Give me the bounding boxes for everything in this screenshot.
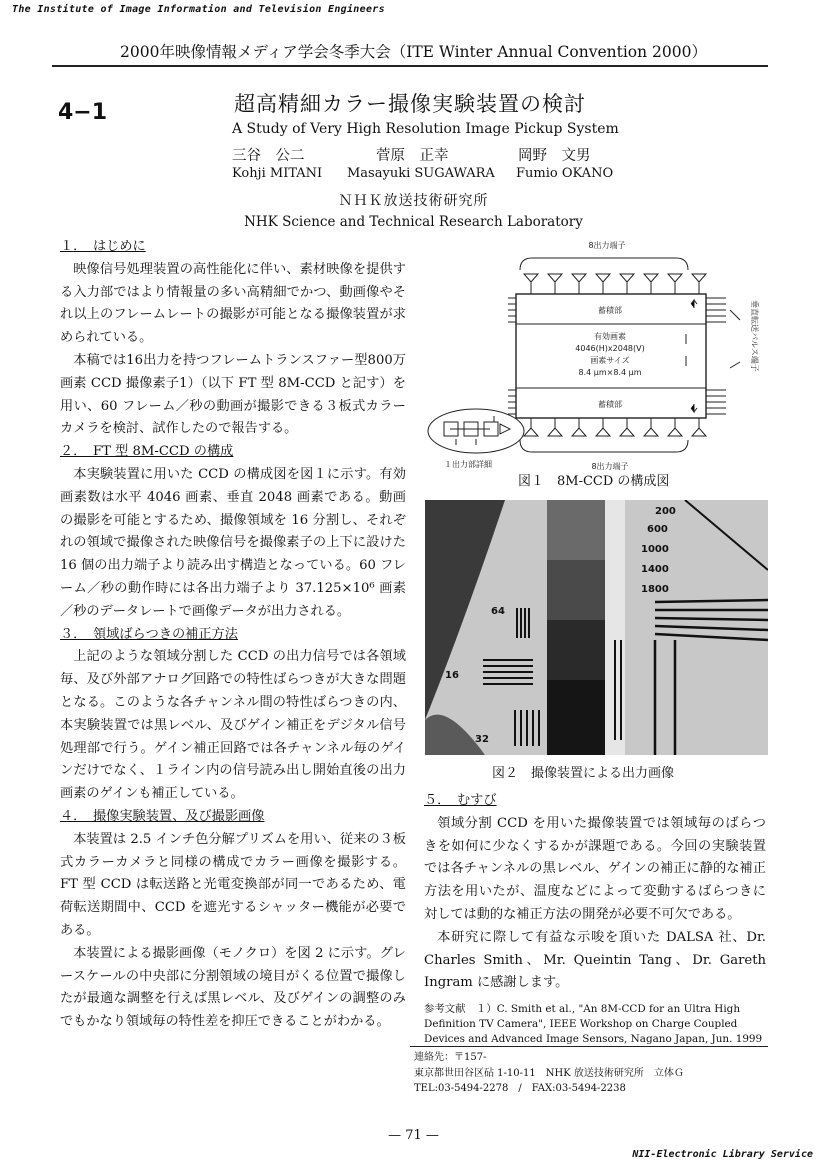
title-japanese: 超高精細カラー撮像実験装置の検討 bbox=[234, 92, 586, 116]
author-en-3: Fumio OKANO bbox=[516, 166, 614, 181]
section-5-para-2: 本研究に際して有益な示唆を頂いた DALSA 社、Dr. Charles Smith、Mr. Queintin Tang、Dr. Gareth Ingram に感謝します。 bbox=[424, 929, 766, 991]
author-ja-2: 菅原 正幸 bbox=[376, 148, 449, 164]
section-1-para-1: 映像信号処理装置の高性能化に伴い、素材映像を提供する入力部ではより情報量の多い高精細でかつ、動画像やそれ以上のフレームレートの撮影が可能となる撮像装置が求められている。 bbox=[60, 261, 406, 346]
photo-label-1400: 1400 bbox=[641, 564, 669, 575]
footer-service: NII-Electronic Library Service bbox=[632, 1149, 813, 1160]
photo-label-16: 16 bbox=[445, 670, 459, 681]
section-2-heading: ２． FT 型 8M-CCD の構成 bbox=[60, 444, 234, 460]
figure-2-caption: 図２ 撮像装置による出力画像 bbox=[492, 766, 675, 781]
author-ja-3: 岡野 文男 bbox=[518, 148, 591, 164]
label-active-pixels: 有効画素 bbox=[594, 332, 626, 341]
label-storage-bottom: 蓄積部 bbox=[598, 400, 622, 409]
contact-line-1: 連絡先：〒157- bbox=[414, 1052, 487, 1063]
institution-english: NHK Science and Technical Research Laboratory bbox=[244, 214, 583, 230]
contact-line-3: TEL:03-5494-2278 / FAX:03-5494-2238 bbox=[414, 1083, 626, 1094]
page-number: — 71 — bbox=[388, 1128, 439, 1143]
label-output-detail: １出力部詳細 bbox=[444, 460, 492, 469]
photo-label-600: 600 bbox=[647, 524, 668, 535]
section-4-heading: ４． 撮像実験装置、及び撮影画像 bbox=[60, 808, 265, 824]
section-1-heading: １． はじめに bbox=[60, 239, 146, 254]
detail-ellipse bbox=[428, 409, 524, 453]
output-detail-circuit bbox=[444, 416, 510, 445]
institution-japanese: ＮＨＫ放送技術研究所 bbox=[338, 193, 489, 209]
label-vertical-pulse: 垂直転送パルス端子 bbox=[750, 300, 759, 372]
left-column bbox=[60, 236, 406, 1034]
label-pixel-size: 8.4 μm×8.4 μm bbox=[578, 368, 642, 377]
label-pixel-size-title: 画素サイズ bbox=[590, 356, 630, 365]
paper-number: 4−1 bbox=[58, 100, 108, 125]
title-english: A Study of Very High Resolution Image Pickup System bbox=[232, 121, 619, 137]
reference: 参考文献 １）C. Smith et al., "An 8M-CCD for an Ultra High Definition TV Camera", IEEE Workshop on Charge Coupled Devices and Advanced Image Sensors, Nagano Japan, Jun. 1999 bbox=[424, 1003, 763, 1045]
label-top-outputs: 8出力端子 bbox=[588, 241, 626, 250]
contact-block bbox=[414, 1050, 684, 1097]
author-ja-1: 三谷 公二 bbox=[232, 148, 305, 164]
top-output-triangles bbox=[524, 274, 706, 294]
section-5-para-1: 領域分割 CCD を用いた撮像装置では領域毎のばらつきを如何に少なくするかが課題である。今回の実験装置では各チャンネルの黒レベル、ゲインの補正に静的な補正方法を用いたが、温度などによって変動するばらつきに対しては動的な補正方法の開発が必要不可欠である。 bbox=[424, 815, 766, 922]
section-5-heading: ５． むすび bbox=[424, 793, 497, 808]
photo-label-32: 32 bbox=[475, 734, 489, 745]
photo-rendering bbox=[425, 500, 768, 755]
section-4-para-1: 本装置は 2.5 インチ色分解プリズムを用い、従来の３板式カラーカメラと同様の構成でカラー画像を撮影する。FT 型 CCD は転送路と光電変換部が同一であるため、電荷転送期間中、CCD を遮光するシャッター機能が必要である。 bbox=[60, 831, 406, 938]
photo-label-200: 200 bbox=[655, 506, 676, 517]
bottom-output-bracket bbox=[520, 440, 688, 452]
conference-title: 2000年映像情報メディア学会冬季大会（ITE Winter Annual Convention 2000） bbox=[120, 43, 707, 61]
contact-line-2: 東京都世田谷区砧 1-10-11 NHK 放送技術研究所 立体Ｇ bbox=[414, 1067, 684, 1079]
author-en-1: Kohji MITANI bbox=[232, 166, 323, 181]
header-rule bbox=[52, 65, 768, 67]
photo-label-1000: 1000 bbox=[641, 544, 669, 555]
photo-label-64: 64 bbox=[491, 606, 505, 617]
ccd-structure-diagram bbox=[424, 238, 770, 476]
section-1-para-2: 本稿では16出力を持つフレームトランスファー型800万画素 CCD 撮像素子1）（以下 FT 型 8M-CCD と記す）を用い、60 フレーム／秒の動画が撮影できる３板式カラーカメラを検討、試作したので報告する。 bbox=[60, 352, 406, 437]
photo-label-1800: 1800 bbox=[641, 584, 669, 595]
label-pixel-count: 4046(H)x2048(V) bbox=[575, 344, 645, 353]
top-output-bracket bbox=[520, 258, 688, 270]
contact-rule bbox=[410, 1046, 768, 1047]
section-4-para-2: 本装置による撮影画像（モノクロ）を図 2 に示す。グレースケールの中央部に分割領域の境目がくる位置で撮像したが最適な調整を行えば黒レベル、及びゲインの調整のみでもかなり領域毎の特性差を抑圧できることがわかる。 bbox=[60, 945, 406, 1030]
section-3-para-1: 上記のような領域分割した CCD の出力信号では各領域毎、及び外部アナログ回路での特性ばらつきが大きな問題となる。このような各チャンネル間の特性ばらつきの内、本実験装置では黒レベル、及びゲイン補正をデジタル信号処理部で行う。ゲイン補正回路では各チャンネル毎のゲインだけでなく、１ライン内の信号読み出し開始直後の出力画素のゲインも補正している。 bbox=[60, 649, 406, 802]
right-column bbox=[424, 790, 766, 995]
output-image-photo bbox=[425, 500, 768, 755]
section-2-para-1: 本実験装置に用いた CCD の構成図を図１に示す。有効画素数は水平 4046 画素、垂直 2048 画素である。動画の撮影を可能とするため、撮像領域を 16 分割し、それぞれの領域で撮像された映像信号を撮像素子の上下に設けた 16 個の出力端子より読み出す構造となっている。60 フレーム／秒の動作時には各出力端子より 37.125×10⁶ 画素／秒のデータレートで画像データが出力される。 bbox=[60, 466, 406, 619]
society-header: The Institute of Image Information and Television Engineers bbox=[12, 4, 385, 15]
figure-1-caption: 図１ 8M-CCD の構成図 bbox=[518, 474, 670, 489]
label-bottom-outputs: 8出力端子 bbox=[591, 462, 629, 471]
label-storage-top: 蓄積部 bbox=[598, 306, 622, 315]
author-en-2: Masayuki SUGAWARA bbox=[347, 166, 495, 181]
section-3-heading: ３． 領域ばらつきの補正方法 bbox=[60, 626, 238, 642]
bottom-output-triangles bbox=[524, 418, 706, 436]
